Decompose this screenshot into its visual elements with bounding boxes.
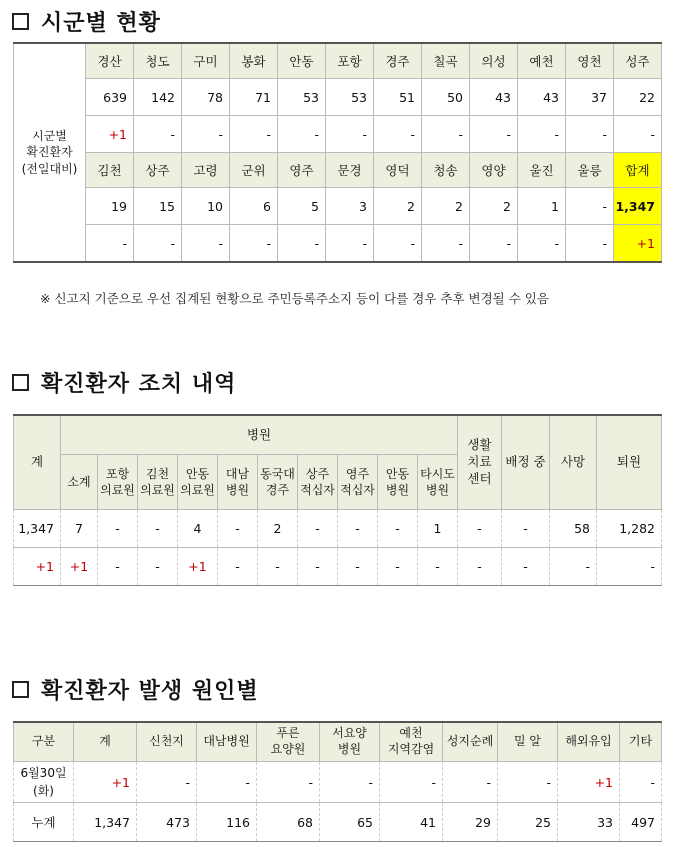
action-value: - [218, 510, 258, 548]
cause-daily-value: +1 [74, 762, 137, 803]
region-change: - [134, 116, 182, 153]
region-status-table [13, 42, 662, 263]
header-cause: 예천 지역감염 [380, 722, 443, 762]
region-name: 봉화 [230, 43, 278, 79]
header-hospital-sub: 안동 병원 [378, 455, 418, 510]
region-header-row [14, 43, 662, 79]
region-total: 53 [278, 79, 326, 116]
region-total-row [14, 188, 662, 225]
region-change: +1 [86, 116, 134, 153]
region-change: - [278, 116, 326, 153]
cause-cumulative-value: 1,347 [74, 803, 137, 842]
header-cause: 계 [74, 722, 137, 762]
cause-daily-value: - [257, 762, 320, 803]
region-change: - [326, 225, 374, 263]
region-total: 2 [470, 188, 518, 225]
section-title-causes: 확진환자 발생 원인별 [12, 674, 259, 705]
header-hospital: 병원 [61, 415, 458, 455]
checkbox-square-icon [12, 374, 29, 391]
header-cause: 푸른 요양원 [257, 722, 320, 762]
action-change: +1 [14, 548, 61, 586]
action-change: - [597, 548, 662, 586]
row-label-date: 6월30일 (화) [14, 762, 74, 803]
checkbox-square-icon [12, 13, 29, 30]
region-name: 예천 [518, 43, 566, 79]
region-total: 2 [422, 188, 470, 225]
cause-cumulative-value: 65 [320, 803, 380, 842]
region-name: 의성 [470, 43, 518, 79]
region-header-row [14, 153, 662, 188]
header-cause: 성지순례 [443, 722, 498, 762]
header-cause: 서요양 병원 [320, 722, 380, 762]
region-name: 김천 [86, 153, 134, 188]
row-label-cumulative: 누계 [14, 803, 74, 842]
header-hospital-sub: 상주 적십자 [298, 455, 338, 510]
action-value: - [378, 510, 418, 548]
header-row [14, 722, 662, 762]
cause-daily-value: - [137, 762, 197, 803]
section-title-actions: 확진환자 조치 내역 [12, 367, 236, 398]
data-row-change [14, 548, 662, 586]
footnote: ※ 신고지 기준으로 우선 집계된 현황으로 주민등록주소지 등이 다를 경우 추후 변경될 수 있음 [40, 291, 549, 306]
action-change: - [550, 548, 597, 586]
header-cause: 신천지 [137, 722, 197, 762]
data-row [14, 510, 662, 548]
action-change: +1 [178, 548, 218, 586]
action-change: - [218, 548, 258, 586]
region-name: 고령 [182, 153, 230, 188]
action-change: - [138, 548, 178, 586]
action-value: - [502, 510, 550, 548]
region-name: 성주 [614, 43, 662, 79]
action-change: - [258, 548, 298, 586]
header-hospital-sub: 김천 의료원 [138, 455, 178, 510]
region-name: 안동 [278, 43, 326, 79]
header-life-center: 생활 치료 센터 [458, 415, 502, 510]
header-hospital-sub: 안동 의료원 [178, 455, 218, 510]
action-change: - [98, 548, 138, 586]
region-name: 상주 [134, 153, 182, 188]
region-total: 43 [470, 79, 518, 116]
region-name: 영천 [566, 43, 614, 79]
patient-actions-table [13, 414, 662, 586]
region-total: 1 [518, 188, 566, 225]
region-total: 5 [278, 188, 326, 225]
region-change: - [422, 116, 470, 153]
cause-daily-value: - [443, 762, 498, 803]
action-change: +1 [61, 548, 98, 586]
action-change: - [298, 548, 338, 586]
region-change: - [230, 225, 278, 263]
cause-cumulative-value: 41 [380, 803, 443, 842]
region-change: - [230, 116, 278, 153]
region-total: 53 [326, 79, 374, 116]
cause-cumulative-value: 25 [498, 803, 558, 842]
region-name: 경산 [86, 43, 134, 79]
region-change: - [566, 225, 614, 263]
cause-cumulative-value: 33 [558, 803, 620, 842]
region-change: - [422, 225, 470, 263]
action-change: - [502, 548, 550, 586]
action-change: - [338, 548, 378, 586]
region-name: 군위 [230, 153, 278, 188]
region-total: 37 [566, 79, 614, 116]
region-total-row [14, 79, 662, 116]
action-value: - [458, 510, 502, 548]
header-death: 사망 [550, 415, 597, 510]
action-change: - [458, 548, 502, 586]
region-name: 울릉 [566, 153, 614, 188]
region-total: 19 [86, 188, 134, 225]
header-waiting: 배정 중 [502, 415, 550, 510]
region-total: 639 [86, 79, 134, 116]
region-change: - [182, 225, 230, 263]
header-total: 계 [14, 415, 61, 510]
action-value: - [98, 510, 138, 548]
action-value: 1,282 [597, 510, 662, 548]
action-value: 1 [418, 510, 458, 548]
region-change: - [518, 116, 566, 153]
region-change: - [374, 116, 422, 153]
cause-daily-value: - [197, 762, 257, 803]
header-row [14, 415, 662, 455]
region-name: 청송 [422, 153, 470, 188]
region-total: 6 [230, 188, 278, 225]
region-name: 문경 [326, 153, 374, 188]
cause-cumulative-value: 116 [197, 803, 257, 842]
region-name: 영주 [278, 153, 326, 188]
region-total: 50 [422, 79, 470, 116]
region-change: - [566, 116, 614, 153]
header-cause: 밀 알 [498, 722, 558, 762]
action-value: - [338, 510, 378, 548]
region-name: 칠곡 [422, 43, 470, 79]
grand-total: 1,347 [614, 188, 662, 225]
region-change: - [518, 225, 566, 263]
region-change: - [470, 225, 518, 263]
checkbox-square-icon [12, 681, 29, 698]
region-total: 142 [134, 79, 182, 116]
action-value: 4 [178, 510, 218, 548]
header-hospital-sub: 타시도 병원 [418, 455, 458, 510]
region-change: - [134, 225, 182, 263]
cause-daily-value: - [320, 762, 380, 803]
header-hospital-sub: 동국대 경주 [258, 455, 298, 510]
region-change: - [374, 225, 422, 263]
action-value: 58 [550, 510, 597, 548]
header-hospital-sub: 소계 [61, 455, 98, 510]
action-value: 7 [61, 510, 98, 548]
cause-cumulative-value: 473 [137, 803, 197, 842]
grand-total-change: +1 [614, 225, 662, 263]
region-total: 43 [518, 79, 566, 116]
region-name: 구미 [182, 43, 230, 79]
header-hospital-sub: 영주 적십자 [338, 455, 378, 510]
header-hospital-sub: 대남 병원 [218, 455, 258, 510]
region-total: 22 [614, 79, 662, 116]
region-change: - [614, 116, 662, 153]
cause-cumulative-value: 68 [257, 803, 320, 842]
header-cause: 기타 [620, 722, 662, 762]
region-total: 71 [230, 79, 278, 116]
cause-daily-value: - [620, 762, 662, 803]
region-total: - [566, 188, 614, 225]
header-hospital-sub: 포항 의료원 [98, 455, 138, 510]
cause-cumulative-value: 29 [443, 803, 498, 842]
region-total: 10 [182, 188, 230, 225]
data-row-daily [14, 762, 662, 803]
data-row-cumulative [14, 803, 662, 842]
total-label: 합계 [614, 153, 662, 188]
header-discharge: 퇴원 [597, 415, 662, 510]
section-title-by-region: 시군별 현황 [12, 6, 161, 37]
action-change: - [378, 548, 418, 586]
region-total: 51 [374, 79, 422, 116]
header-cause: 해외유입 [558, 722, 620, 762]
cause-daily-value: - [380, 762, 443, 803]
region-change: - [86, 225, 134, 263]
action-value: - [298, 510, 338, 548]
cause-cumulative-value: 497 [620, 803, 662, 842]
region-change-row [14, 225, 662, 263]
action-value: 1,347 [14, 510, 61, 548]
region-total: 78 [182, 79, 230, 116]
region-total: 3 [326, 188, 374, 225]
region-name: 포항 [326, 43, 374, 79]
region-name: 영양 [470, 153, 518, 188]
region-total: 15 [134, 188, 182, 225]
region-name: 영덕 [374, 153, 422, 188]
region-change: - [278, 225, 326, 263]
region-change-row [14, 116, 662, 153]
region-name: 울진 [518, 153, 566, 188]
cause-daily-value: +1 [558, 762, 620, 803]
header-cause: 대남병원 [197, 722, 257, 762]
infection-cause-table [13, 721, 662, 842]
region-change: - [182, 116, 230, 153]
header-cause: 구분 [14, 722, 74, 762]
region-total: 2 [374, 188, 422, 225]
action-value: 2 [258, 510, 298, 548]
region-name: 경주 [374, 43, 422, 79]
cause-daily-value: - [498, 762, 558, 803]
region-change: - [326, 116, 374, 153]
region-change: - [470, 116, 518, 153]
region-name: 청도 [134, 43, 182, 79]
action-value: - [138, 510, 178, 548]
row-label-confirmed: 시군별 확진환자 (전일대비) [14, 43, 86, 262]
action-change: - [418, 548, 458, 586]
